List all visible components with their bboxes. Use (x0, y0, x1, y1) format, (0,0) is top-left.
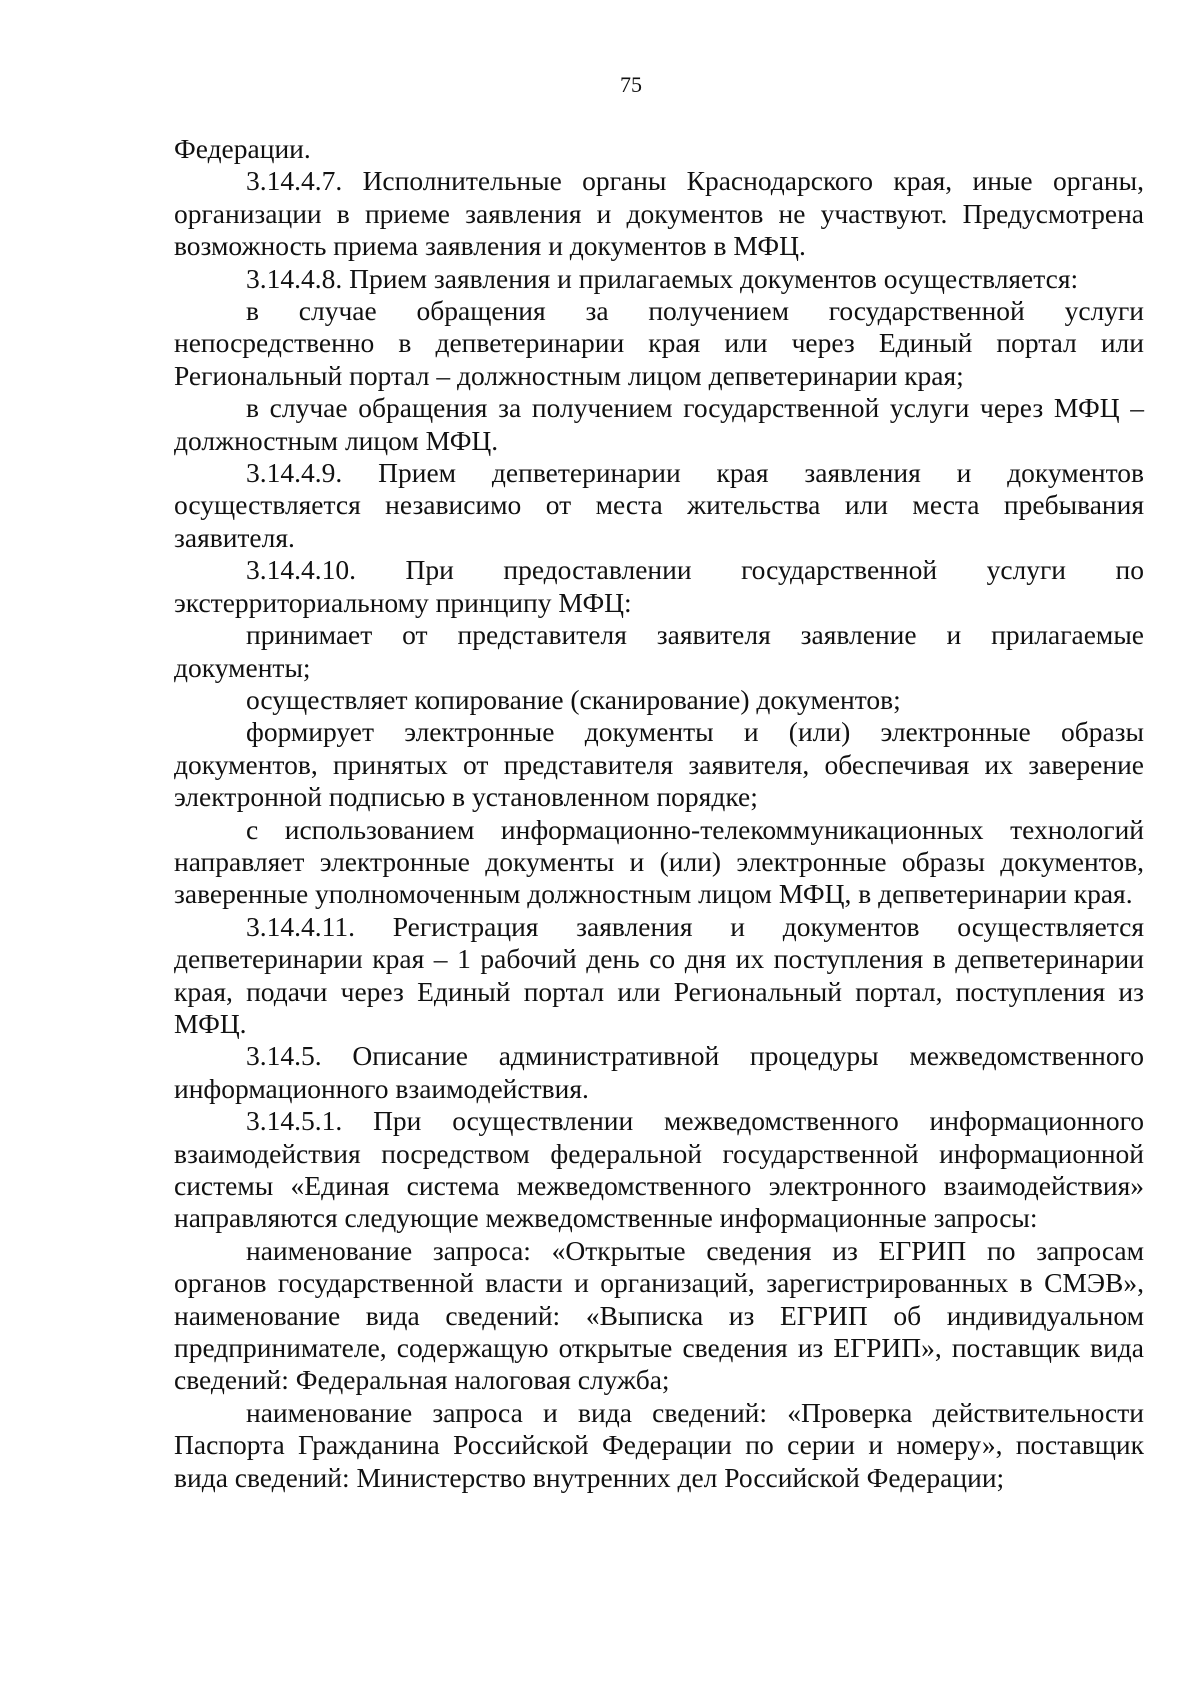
document-body (174, 133, 1144, 1494)
paragraph: принимает от представителя заявителя заявление и прилагаемые документы; (174, 619, 1144, 683)
paragraph: 3.14.4.9. Прием депветеринарии края заявления и документов осуществляется независимо от места жительства или места пребывания заявителя. (174, 457, 1144, 553)
paragraph: осуществляет копирование (сканирование) документов; (246, 683, 901, 715)
paragraph: 3.14.5. Описание административной процедуры межведомственного информационного взаимодействия. (174, 1040, 1144, 1104)
paragraph: 3.14.5.1. При осуществлении межведомственного информационного взаимодействия посредством федеральной государственной информационной системы «Единая система межведомственного электронного взаимодействия» направляются следующие межведомственные информационные запросы: (174, 1105, 1144, 1234)
paragraph: 3.14.4.7. Исполнительные органы Краснодарского края, иные органы, организации в приеме заявления и документов не участвуют. Предусмотрена возможность приема заявления и документов в МФЦ. (174, 165, 1144, 262)
paragraph: наименование запроса: «Открытые сведения из ЕГРИП по запросам органов государственной власти и организаций, зарегистрированных в СМЭВ», наименование вида сведений: «Выписка из ЕГРИП об индивидуальном предпринимателе, содержащую открытые сведения из ЕГРИП», поставщик вида сведений: Федеральная налоговая служба; (174, 1234, 1144, 1396)
page-number: 75 (620, 72, 642, 97)
paragraph: в случае обращения за получением государственной услуги через МФЦ – должностным лицом МФЦ. (174, 392, 1144, 456)
paragraph: формирует электронные документы и (или) электронные образы документов, принятых от представителя заявителя, обеспечивая их заверение электронной подписью в установленном порядке; (174, 716, 1144, 813)
paragraph: в случае обращения за получением государственной услуги непосредственно в депветеринарии края или через Единый портал или Региональный портал – должностным лицом депветеринарии края; (174, 295, 1144, 391)
paragraph: Федерации. (174, 133, 311, 164)
paragraph: с использованием информационно-телекоммуникационных технологий направляет электронные документы и (или) электронные образы документов, заверенные уполномоченным должностным лицом МФЦ, в депветеринарии края. (174, 813, 1144, 910)
paragraph: 3.14.4.10. При предоставлении государственной услуги по экстерриториальному принципу МФЦ: (174, 554, 1144, 618)
paragraph: 3.14.4.11. Регистрация заявления и документов осуществляется депветеринарии края – 1 рабочий день со дня их поступления в депветеринарии края, подачи через Единый портал или Региональный портал, поступления из МФЦ. (174, 910, 1144, 1039)
paragraph: наименование запроса и вида сведений: «Проверка действительности Паспорта Гражданина Российской Федерации по серии и номеру», поставщик вида сведений: Министерство внутренних дел Российской Федерации; (174, 1396, 1144, 1493)
paragraph: 3.14.4.8. Прием заявления и прилагаемых документов осуществляется: (246, 262, 1079, 294)
